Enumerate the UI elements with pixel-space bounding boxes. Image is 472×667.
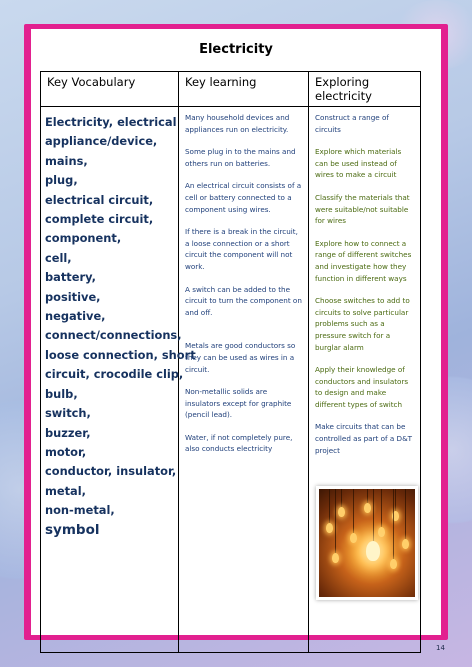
learning-point: If there is a break in the circuit, a loose connection or a short circuit the component will not work. [185, 227, 298, 271]
exploring-point: Choose switches to add to circuits to solve particular problems such as a pressure switch for a burglar alarm [315, 296, 410, 352]
vocabulary-cell [41, 107, 196, 653]
vocab-line: switch, [45, 406, 91, 421]
vocab-line: negative, [45, 309, 106, 324]
exploring-point: Classify the materials that were suitable/not suitable for wires [315, 192, 410, 226]
vocab-line: bulb, [45, 386, 78, 401]
vocab-line: appliance/device, [45, 134, 158, 149]
vocab-line: conductor, insulator, [45, 464, 177, 479]
vocab-line: mains, [45, 153, 88, 168]
page-number: 14 [436, 644, 445, 652]
table-header-row [41, 72, 421, 107]
learning-point: A switch can be added to the circuit to turn the component on and off. [185, 284, 302, 317]
vocab-line: circuit, crocodile clip, [45, 367, 184, 382]
exploring-point: Apply their knowledge of conductors and insulators to design and make different types of switch [315, 365, 409, 409]
vocab-line: positive, [45, 289, 101, 304]
vocab-line: Electricity, electrical [45, 115, 177, 129]
column-header-vocabulary: Key Vocabulary [41, 72, 179, 107]
vocab-line: buzzer, [45, 425, 91, 440]
learning-point: Many household devices and appliances run on electricity. [185, 113, 290, 134]
vocab-line: symbol [45, 521, 100, 538]
light-bulbs-photo [316, 486, 418, 600]
vocab-line: electrical circuit, [45, 192, 154, 207]
vocab-line: connect/connections, [45, 328, 182, 343]
vocab-line: component, [45, 231, 122, 246]
column-header-key-learning: Key learning [179, 72, 309, 107]
page-title: Electricity [199, 42, 273, 57]
vocab-line: complete circuit, [45, 212, 154, 227]
exploring-point: Make circuits that can be controlled as part of a D&T project [315, 422, 413, 455]
vocab-line: motor, [45, 444, 87, 459]
vocab-line: plug, [45, 173, 78, 188]
key-learning-cell [179, 107, 309, 653]
exploring-point: Explore how to connect a range of different switches and investigate how they function in different ways [315, 238, 412, 283]
vocab-line: loose connection, short [45, 347, 196, 362]
learning-point: Some plug in to the mains and others run on batteries. [185, 147, 296, 168]
vocab-line: cell, [45, 250, 72, 265]
learning-point: Water, if not completely pure, also conducts electricity [185, 432, 293, 454]
knowledge-organiser-sheet [31, 29, 441, 635]
vocab-line: battery, [45, 270, 96, 285]
exploring-point: Construct a range of circuits [315, 113, 389, 134]
learning-point: Metals are good conductors so they can be used as wires in a circuit. [185, 341, 296, 374]
vocab-line: metal, [45, 483, 86, 498]
exploring-point: Explore which materials can be used instead of wires to make a circuit [315, 147, 402, 180]
learning-point: Non-metallic solids are insulators except for graphite (pencil lead). [185, 387, 292, 420]
learning-point: An electrical circuit consists of a cell or battery connected to a component using wires. [185, 181, 302, 214]
vocab-line: non-metal, [45, 503, 115, 518]
column-header-exploring: Exploring electricity [309, 72, 421, 107]
